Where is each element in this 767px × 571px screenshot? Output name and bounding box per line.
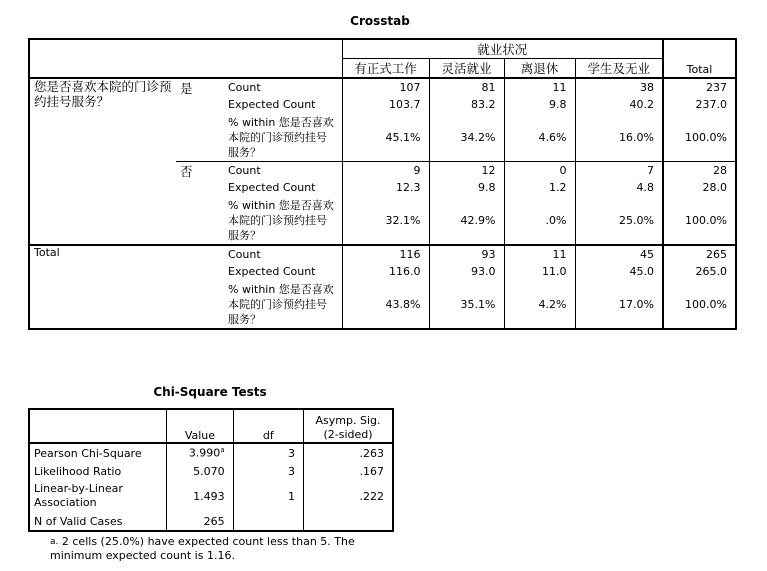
- cell: 81: [429, 78, 504, 96]
- footnote-text: 2 cells (25.0%) have expected count less than 5. The minimum expected count is 1.16.: [50, 535, 355, 562]
- cell: 38: [575, 78, 663, 96]
- table-row: [29, 462, 393, 480]
- group-label: 否: [176, 162, 224, 246]
- column-header: 有正式工作: [342, 59, 429, 79]
- row-variable-label: 您是否喜欢本院的门诊预约挂号服务？: [29, 78, 176, 245]
- cell: 100.0%: [663, 113, 736, 162]
- cell: 9.8: [429, 179, 504, 196]
- row-label: Linear-by-Linear Association: [34, 482, 123, 509]
- footnote: [50, 535, 370, 563]
- cell: 265: [167, 512, 233, 531]
- row-label: Pearson Chi-Square: [34, 446, 142, 460]
- cell: 9.8: [504, 96, 575, 113]
- corner-cell: [29, 39, 342, 78]
- cell: 1: [233, 480, 303, 512]
- cell: 12: [429, 162, 504, 180]
- cell: 11: [504, 78, 575, 96]
- cell: 4.2%: [504, 280, 575, 329]
- column-header: Asymp. Sig. (2-sided): [303, 409, 393, 443]
- cell: 28.0: [663, 179, 736, 196]
- column-header: df: [233, 409, 303, 443]
- cell: 93: [429, 245, 504, 263]
- cell: 42.9%: [429, 196, 504, 245]
- table-row: [29, 512, 393, 531]
- table-row: [29, 245, 736, 263]
- cell: .0%: [504, 196, 575, 245]
- cell: 3: [233, 462, 303, 480]
- cell: 34.2%: [429, 113, 504, 162]
- cell: 237: [663, 78, 736, 96]
- crosstab-table: [28, 38, 737, 330]
- cell: 116.0: [342, 263, 429, 280]
- table-row: [29, 480, 393, 512]
- row-label: Likelihood Ratio: [34, 464, 122, 478]
- stat-label: Expected Count: [228, 98, 316, 111]
- cell: 45.0: [575, 263, 663, 280]
- cell: 265.0: [663, 263, 736, 280]
- stat-label: Expected Count: [228, 181, 316, 194]
- crosstab-title: Crosstab: [350, 14, 410, 28]
- group-header: 就业状况: [342, 39, 663, 59]
- cell: 45.1%: [342, 113, 429, 162]
- stat-label: % within 您是否喜欢本院的门诊预约挂号服务？: [224, 196, 342, 245]
- cell: 11: [504, 245, 575, 263]
- cell: 3: [233, 443, 303, 462]
- cell: 103.7: [342, 96, 429, 113]
- total-column-header: Total: [663, 39, 736, 78]
- column-header: Value: [167, 409, 233, 443]
- stat-label: Count: [228, 81, 261, 94]
- cell: [167, 443, 233, 462]
- cell: 35.1%: [429, 280, 504, 329]
- column-header: 灵活就业: [429, 59, 504, 79]
- cell: 4.6%: [504, 113, 575, 162]
- cell: 107: [342, 78, 429, 96]
- cell: 237.0: [663, 96, 736, 113]
- cell: 17.0%: [575, 280, 663, 329]
- group-label: 是: [176, 78, 224, 162]
- stat-label: % within 您是否喜欢本院的门诊预约挂号服务？: [228, 282, 334, 326]
- cell: [233, 512, 303, 531]
- cell: 25.0%: [575, 196, 663, 245]
- total-row-label: Total: [34, 246, 60, 259]
- cell: 45: [575, 245, 663, 263]
- cell: 40.2: [575, 96, 663, 113]
- stat-label: % within 您是否喜欢本院的门诊预约挂号服务？: [224, 113, 342, 162]
- stat-label: Count: [228, 248, 261, 261]
- table-row: [29, 78, 736, 96]
- footnote-marker: a.: [50, 537, 59, 547]
- column-header: 学生及无业: [575, 59, 663, 79]
- cell: 0: [504, 162, 575, 180]
- chi-square-table: [28, 408, 394, 532]
- cell: 83.2: [429, 96, 504, 113]
- table-row: [29, 443, 393, 462]
- corner-cell: [29, 409, 167, 443]
- cell: 43.8%: [342, 280, 429, 329]
- row-label: N of Valid Cases: [34, 514, 123, 528]
- cell: .167: [303, 462, 393, 480]
- cell: 1.493: [167, 480, 233, 512]
- value: 3.990: [188, 446, 221, 460]
- cell: 100.0%: [663, 280, 736, 329]
- column-header: 离退休: [504, 59, 575, 79]
- cell: 93.0: [429, 263, 504, 280]
- cell: [303, 512, 393, 531]
- cell: 9: [342, 162, 429, 180]
- cell: 265: [663, 245, 736, 263]
- cell: .222: [303, 480, 393, 512]
- cell: 1.2: [504, 179, 575, 196]
- footnote-marker: a: [220, 446, 225, 455]
- cell: 100.0%: [663, 196, 736, 245]
- cell: 11.0: [504, 263, 575, 280]
- stat-label: Expected Count: [228, 265, 316, 278]
- cell: 16.0%: [575, 113, 663, 162]
- chi-square-title: Chi-Square Tests: [153, 385, 267, 399]
- cell: 5.070: [167, 462, 233, 480]
- cell: 4.8: [575, 179, 663, 196]
- stat-label: Count: [228, 164, 261, 177]
- cell: .263: [303, 443, 393, 462]
- cell: 116: [342, 245, 429, 263]
- cell: 28: [663, 162, 736, 180]
- cell: 12.3: [342, 179, 429, 196]
- cell: 7: [575, 162, 663, 180]
- cell: 32.1%: [342, 196, 429, 245]
